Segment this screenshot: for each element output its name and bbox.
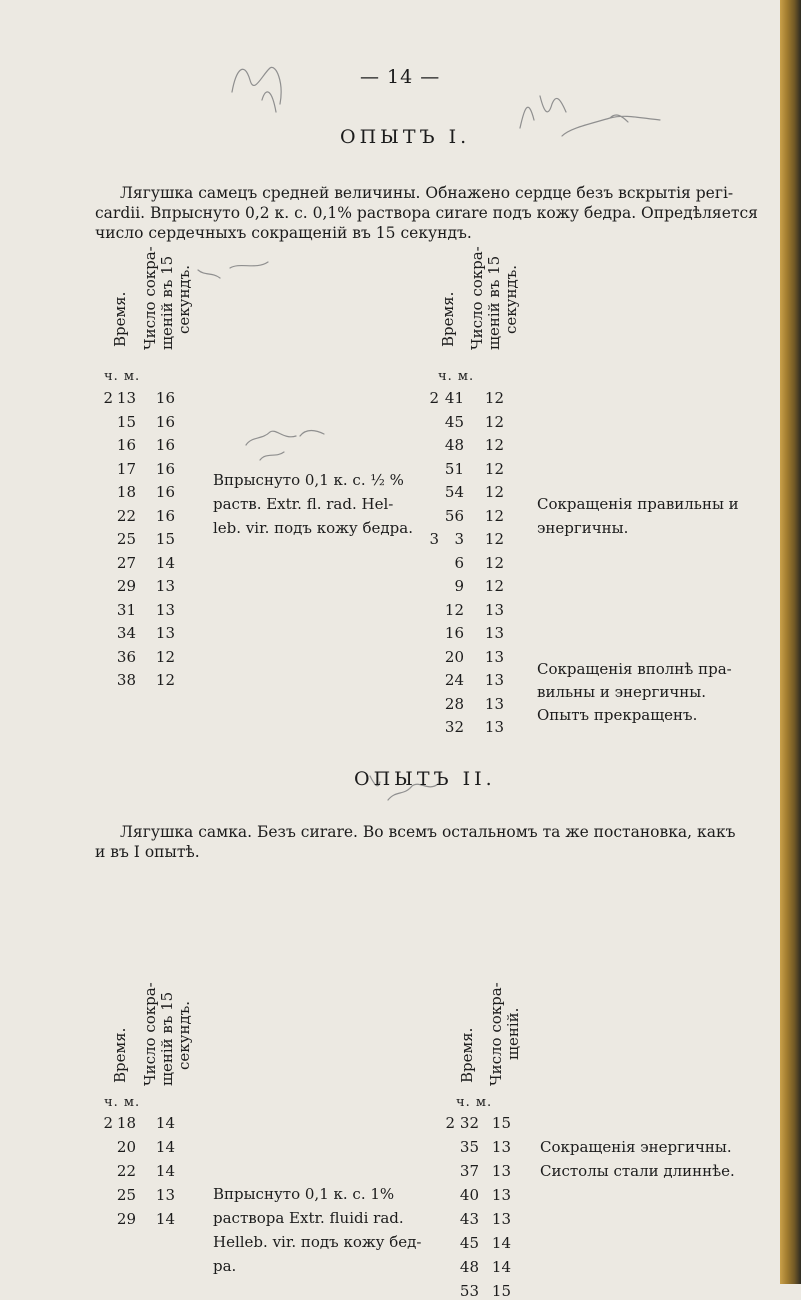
exp1-remark2-line-1: Сокращенія вполнѣ пра- [537,660,732,678]
exp1-injection-note-3: leb. vir. подъ кожу бедра. [213,519,413,537]
table-cell-minute: 54 [444,483,464,501]
exp2-right-time-header: Время. [458,1027,476,1083]
exp2-injection-note-2: раствора Extr. fluidi rad. [213,1209,404,1227]
table-cell-count: 15 [491,1282,511,1300]
table-cell-minute: 43 [459,1210,479,1228]
table-cell-count: 12 [484,412,504,431]
table-cell-minute: 18 [116,1114,136,1132]
table-cell-count: 16 [155,412,175,431]
experiment-2-intro-line-1: Лягушка самка. Безъ сиrare. Во всемъ остальномъ та же постановка, какъ [120,823,736,841]
table-cell-minute: 31 [116,600,136,619]
table-cell-count: 12 [484,530,504,548]
table-cell-hour: 2 [103,389,113,407]
table-cell-count: 14 [155,553,175,572]
table-cell-minute: 27 [116,553,136,572]
experiment-2-intro-line-2: и въ I опытѣ. [95,843,200,861]
table-cell-count: 14 [155,1162,175,1180]
table-cell-minute: 35 [459,1138,479,1156]
table-cell-count: 13 [491,1210,511,1228]
table-cell-count: 13 [155,600,175,619]
exp2-injection-note-1: Впрыснуто 0,1 к. с. 1% [213,1185,395,1203]
table-cell-hour: 2 [103,1114,113,1132]
exp2-left-count-header-2: щеній въ 15 [158,991,176,1086]
table-cell-count: 14 [155,1114,175,1132]
table-cell-count: 12 [484,577,504,595]
exp1-injection-note-1: Впрыснуто 0,1 к. с. ½ % [213,471,404,489]
table-cell-minute: 20 [116,1138,136,1156]
experiment-1-title: ОПЫТЪ I. [340,126,471,148]
table-cell-count: 16 [155,436,175,454]
table-cell-minute: 22 [116,1162,136,1180]
table-cell-count: 16 [155,389,175,407]
experiment-1-intro-line-2: саrdii. Впрыснуто 0,2 к. с. 0,1% раствора сиrare подъ кожу бедра. Опредѣляется [95,204,758,222]
table-cell-count: 16 [155,483,175,501]
table-cell-count: 12 [484,459,504,478]
table-cell-minute: 9 [454,577,464,595]
exp1-right-count-header-2: щеній въ 15 [485,255,503,350]
table-cell-count: 13 [155,577,175,595]
table-cell-minute: 12 [444,600,464,619]
exp1-right-count-header-1: Число сокра- [468,246,486,350]
exp2-remark-line-1: Сокращенія энергичны. [540,1138,732,1156]
exp2-injection-note-3: Helleb. vir. подъ кожу бед- [213,1233,422,1251]
exp2-left-count-header-1: Число сокра- [141,982,159,1086]
exp1-injection-note-2: раств. Extr. fl. rad. Hel- [213,495,394,513]
exp1-left-count-header-2: щеній въ 15 [158,255,176,350]
table-cell-count: 13 [484,671,504,689]
table-cell-count: 16 [155,506,175,525]
table-cell-minute: 38 [116,671,136,689]
table-cell-minute: 3 [454,530,464,548]
table-cell-count: 13 [484,624,504,642]
table-cell-minute: 45 [459,1234,479,1252]
table-cell-minute: 29 [116,577,136,595]
table-cell-hour: 2 [429,389,439,407]
exp2-remark-line-2: Систолы стали длиннѣе. [540,1162,735,1180]
table-cell-count: 12 [484,506,504,525]
exp2-left-count-header-3: секундъ. [175,1000,193,1070]
table-cell-count: 13 [491,1138,511,1156]
table-cell-count: 14 [491,1234,511,1252]
table-cell-count: 13 [484,694,504,713]
table-cell-count: 12 [484,436,504,454]
table-cell-hour: 2 [445,1114,455,1132]
exp1-remark2-line-2: вильны и энергичны. [537,683,706,701]
table-cell-count: 14 [155,1138,175,1156]
table-cell-minute: 6 [454,553,464,572]
table-cell-minute: 48 [459,1258,479,1276]
table-cell-count: 14 [491,1258,511,1276]
table-cell-count: 13 [484,600,504,619]
exp2-left-units: ч. м. [104,1095,141,1110]
table-cell-minute: 24 [444,671,464,689]
table-cell-count: 13 [491,1162,511,1180]
table-cell-count: 13 [484,647,504,666]
table-cell-minute: 51 [444,459,464,478]
exp1-remark1-line-2: энергичны. [537,519,629,537]
table-cell-count: 12 [484,553,504,572]
exp2-right-count-header-2: щеній. [504,1007,522,1060]
table-cell-count: 13 [155,1186,175,1204]
table-cell-count: 13 [484,718,504,736]
experiment-2-title: ОПЫТЪ II. [354,768,496,790]
table-cell-count: 16 [155,459,175,478]
table-cell-count: 12 [155,671,175,689]
table-cell-minute: 13 [116,389,136,407]
exp1-right-units: ч. м. [438,369,475,384]
table-cell-minute: 25 [116,1186,136,1204]
exp1-left-units: ч. м. [104,369,141,384]
exp1-remark1-line-1: Сокращенія правильны и [537,495,739,513]
table-cell-minute: 56 [444,506,464,525]
table-cell-count: 12 [484,483,504,501]
table-cell-minute: 45 [444,412,464,431]
table-cell-minute: 41 [444,389,464,407]
experiment-1-intro-line-1: Лягушка самецъ средней величины. Обнажено сердце безъ вскрытія регі- [120,184,734,202]
exp2-left-time-header: Время. [111,1027,129,1083]
table-cell-count: 13 [155,624,175,642]
table-cell-minute: 22 [116,506,136,525]
exp2-right-count-header-1: Число сокра- [487,982,505,1086]
table-cell-minute: 28 [444,694,464,713]
exp2-right-units: ч. м. [456,1095,493,1110]
table-cell-minute: 25 [116,530,136,548]
table-cell-minute: 48 [444,436,464,454]
exp1-left-count-header-3: секундъ. [175,264,193,334]
exp1-left-time-header: Время. [111,291,129,347]
table-cell-minute: 40 [459,1186,479,1204]
table-cell-minute: 16 [116,436,136,454]
table-cell-count: 14 [155,1210,175,1228]
exp2-injection-note-4: ра. [213,1257,237,1275]
table-cell-minute: 20 [444,647,464,666]
table-cell-minute: 34 [116,624,136,642]
table-cell-minute: 32 [459,1114,479,1132]
table-cell-minute: 29 [116,1210,136,1228]
table-cell-count: 12 [155,647,175,666]
exp1-right-time-header: Время. [439,291,457,347]
table-cell-hour: 3 [429,530,439,548]
table-cell-count: 13 [491,1186,511,1204]
table-cell-count: 12 [484,389,504,407]
table-cell-count: 15 [155,530,175,548]
exp1-remark2-line-3: Опытъ прекращенъ. [537,706,698,724]
table-cell-minute: 36 [116,647,136,666]
exp1-right-count-header-3: секундъ. [502,264,520,334]
table-cell-minute: 17 [116,459,136,478]
exp1-left-count-header-1: Число сокра- [141,246,159,350]
page-number: — 14 — [360,66,441,88]
table-cell-minute: 18 [116,483,136,501]
table-cell-minute: 37 [459,1162,479,1180]
table-cell-count: 15 [491,1114,511,1132]
table-cell-minute: 53 [459,1282,479,1300]
experiment-1-intro-line-3: число сердечныхъ сокращеній въ 15 секундъ. [95,224,472,242]
table-cell-minute: 32 [444,718,464,736]
table-cell-minute: 15 [116,412,136,431]
table-cell-minute: 16 [444,624,464,642]
book-spine-edge [780,0,801,1284]
